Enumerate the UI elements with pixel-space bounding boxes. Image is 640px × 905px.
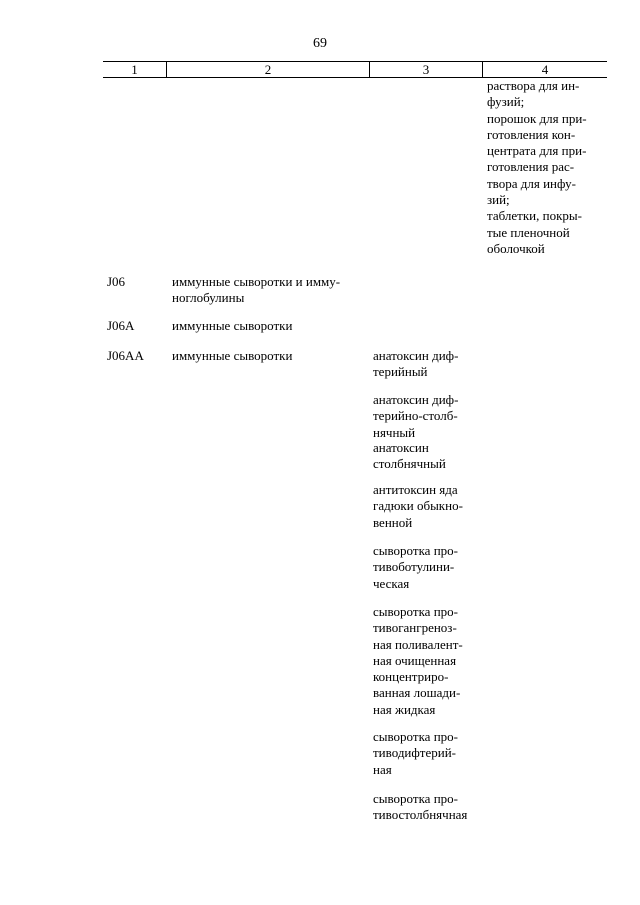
drug-line: терийно-столб- — [373, 408, 458, 424]
table-header — [103, 61, 607, 78]
drug-line: сыворотка про- — [373, 791, 458, 806]
drug-name — [373, 604, 476, 718]
drug-line: ная поливалент- — [373, 636, 463, 652]
drug-line: гадюки обыкно- — [373, 498, 463, 514]
dosage-form-line: оболочкой — [487, 240, 545, 256]
drug-line: сыворотка про- — [373, 604, 458, 619]
dosage-form-line: фузий; — [487, 94, 525, 110]
drug-name — [373, 348, 476, 381]
drug-name — [373, 729, 476, 778]
dosage-forms-continued — [487, 78, 599, 257]
drug-line: венной — [373, 514, 413, 530]
dosage-form-line: раствора для ин- — [487, 78, 580, 93]
description-line: ноглобулины — [172, 290, 245, 306]
drug-name — [373, 482, 476, 531]
atc-description — [172, 274, 362, 307]
drug-line: терийный — [373, 364, 428, 380]
drug-line: ванная лошади- — [373, 685, 461, 701]
page-number: 69 — [313, 36, 327, 51]
drug-name — [373, 440, 476, 473]
atc-code: J06AA — [107, 348, 144, 363]
dosage-form-line: центрата для при- — [487, 143, 587, 159]
drug-line: столбнячный — [373, 456, 446, 472]
dosage-form-line: готовления кон- — [487, 126, 576, 142]
atc-code: J06A — [107, 318, 135, 333]
atc-code: J06 — [107, 274, 126, 289]
drug-name — [373, 392, 476, 441]
drug-line: ческая — [373, 575, 410, 591]
atc-description — [172, 348, 362, 364]
drug-line: антитоксин яда — [373, 482, 458, 497]
drug-name — [373, 543, 476, 592]
column-header-1: 1 — [103, 62, 167, 77]
drug-line: ная очищенная — [373, 652, 457, 668]
dosage-form-line: твора для инфу- — [487, 175, 576, 191]
drug-line: сыворотка про- — [373, 729, 458, 744]
drug-line: нячный — [373, 424, 416, 440]
column-header-3: 3 — [370, 62, 483, 77]
description-line: иммунные сыворотки — [172, 318, 293, 333]
dosage-form-line: готовления рас- — [487, 159, 575, 175]
drug-line: сыворотка про- — [373, 543, 458, 558]
drug-line: анатоксин — [373, 440, 429, 455]
drug-line: ная жидкая — [373, 701, 436, 717]
drug-line: анатоксин диф- — [373, 348, 459, 363]
drug-name — [373, 791, 476, 824]
column-header-2: 2 — [167, 62, 370, 77]
description-line: иммунные сыворотки — [172, 348, 293, 363]
drug-line: тивогангреноз- — [373, 620, 457, 636]
dosage-form-line: таблетки, покры- — [487, 208, 582, 224]
drug-line: концентриро- — [373, 669, 449, 685]
description-line: иммунные сыворотки и имму- — [172, 274, 341, 289]
drug-line: ная — [373, 761, 392, 777]
drug-line: анатоксин диф- — [373, 392, 459, 407]
atc-description — [172, 318, 362, 334]
drug-line: тиводифтерий- — [373, 745, 457, 761]
drug-line: тивоботулини- — [373, 559, 455, 575]
drug-line: тивостолбнячная — [373, 807, 468, 823]
dosage-form-line: зий; — [487, 192, 510, 208]
dosage-form-line: порошок для при- — [487, 110, 587, 126]
dosage-form-line: тые пленочной — [487, 224, 570, 240]
column-header-4: 4 — [541, 62, 549, 77]
